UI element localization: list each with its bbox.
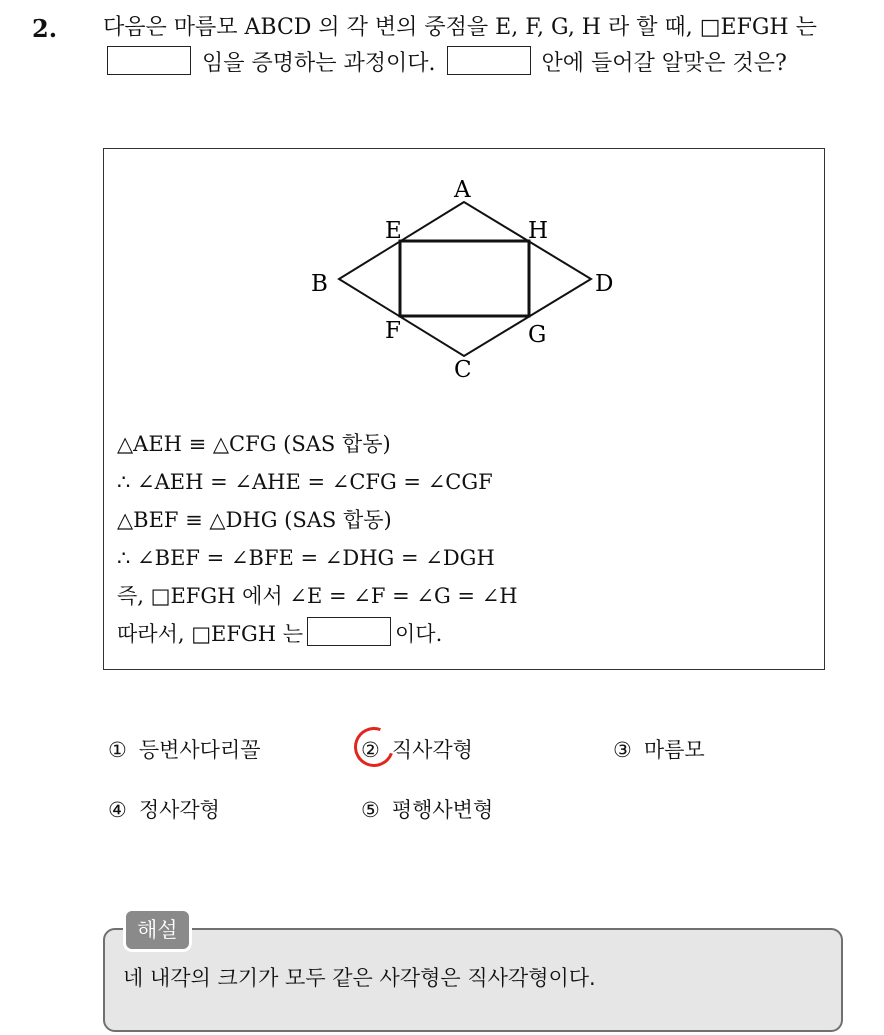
label-g: G bbox=[528, 322, 547, 348]
solution-text: 네 내각의 크기가 모두 같은 사각형은 직사각형이다. bbox=[123, 966, 596, 990]
choice-5-label: 평행사변형 bbox=[391, 798, 494, 822]
question-text-part1: 다음은 마름모 ABCD 의 각 변의 중점을 E, F, G, H 라 할 때, □EFGH 는 bbox=[103, 15, 817, 40]
rhombus-abcd bbox=[339, 202, 591, 356]
label-e: E bbox=[385, 218, 402, 244]
proof-line-1: △AEH ≡ △CFG (SAS 합동) bbox=[117, 432, 391, 456]
answer-blank-box-2 bbox=[447, 46, 531, 75]
choice-4-label: 정사각형 bbox=[138, 798, 220, 822]
solution-box bbox=[103, 918, 843, 1032]
choice-4[interactable] bbox=[108, 794, 220, 824]
choice-1[interactable] bbox=[108, 734, 261, 764]
answer-choices bbox=[108, 734, 808, 854]
choice-3-label: 마름모 bbox=[643, 738, 705, 762]
figure-box bbox=[103, 148, 825, 670]
proof-line-3: △BEF ≡ △DHG (SAS 합동) bbox=[117, 508, 392, 532]
label-h: H bbox=[528, 218, 549, 244]
choice-1-label: 등변사다리꼴 bbox=[138, 738, 261, 762]
question-number: 2. bbox=[32, 14, 58, 43]
choice-4-number: ④ bbox=[108, 798, 127, 822]
choice-2-label: 직사각형 bbox=[391, 738, 473, 762]
question-text bbox=[103, 10, 863, 82]
proof-line-4: ∴ ∠BEF = ∠BFE = ∠DHG = ∠DGH bbox=[117, 546, 495, 570]
proof-answer-blank bbox=[307, 617, 391, 646]
label-c: C bbox=[454, 357, 472, 383]
choice-5-number: ⑤ bbox=[361, 798, 380, 822]
question-text-part3: 안에 들어갈 알맞은 것은? bbox=[541, 51, 787, 76]
proof-line-2: ∴ ∠AEH = ∠AHE = ∠CFG = ∠CGF bbox=[117, 470, 493, 494]
label-b: B bbox=[311, 271, 328, 297]
choice-2-number: ② bbox=[361, 738, 380, 762]
choice-2[interactable] bbox=[361, 734, 473, 764]
solution-tag: 해설 bbox=[123, 908, 192, 952]
choice-3[interactable] bbox=[613, 734, 705, 764]
label-f: F bbox=[385, 318, 401, 344]
label-d: D bbox=[595, 271, 614, 297]
choice-1-number: ① bbox=[108, 738, 127, 762]
proof-line-6-suffix: 이다. bbox=[395, 622, 443, 646]
label-a: A bbox=[454, 177, 471, 203]
choice-5[interactable] bbox=[361, 794, 493, 824]
question-text-part2: 임을 증명하는 과정이다. bbox=[202, 51, 436, 76]
proof-line-6-prefix: 따라서, □EFGH 는 bbox=[117, 622, 304, 646]
proof-line-5: 즉, □EFGH 에서 ∠E = ∠F = ∠G = ∠H bbox=[117, 584, 518, 608]
answer-blank-box bbox=[107, 46, 191, 75]
proof-text bbox=[117, 425, 518, 653]
rhombus-diagram bbox=[104, 149, 826, 419]
proof-line-6 bbox=[117, 615, 518, 653]
rectangle-efgh bbox=[400, 241, 529, 316]
choice-3-number: ③ bbox=[613, 738, 632, 762]
